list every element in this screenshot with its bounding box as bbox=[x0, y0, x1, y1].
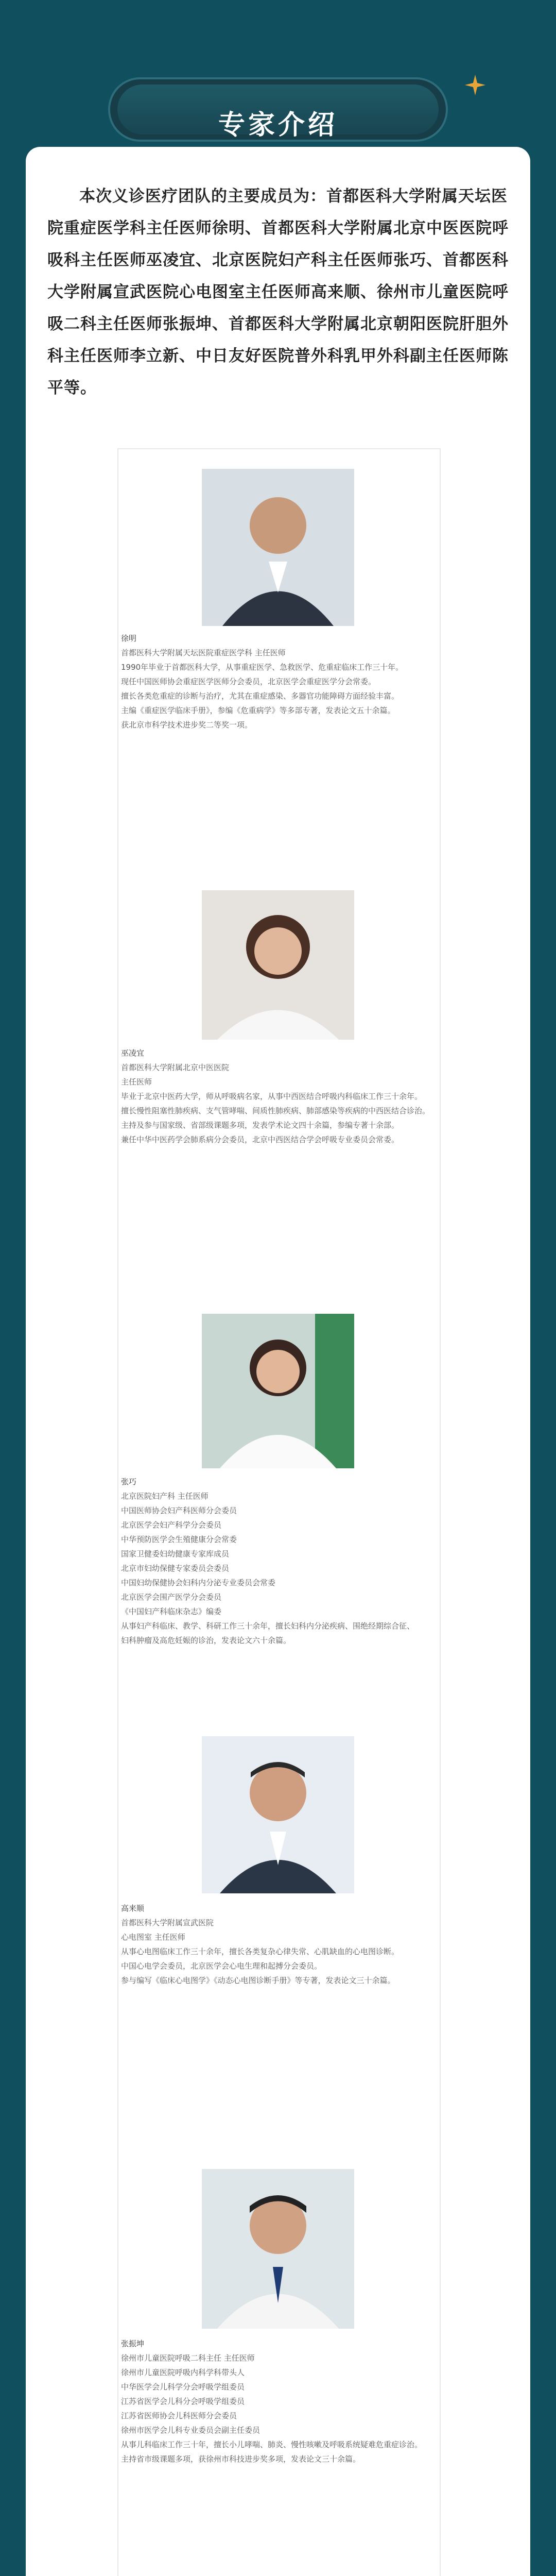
doctor-name: 张巧 bbox=[121, 1477, 137, 1486]
doctor-bio-3: 张巧 北京医院妇产科 主任医师 中国医师协会妇产科医师分会委员 北京医学会妇产科学分会委员 中华预防医学会生殖健康分会常委 国家卫健委妇幼健康专家库成员 北京市妇幼保健专家委员会委员 中国妇幼保健协会妇科内分泌专业委员会常委 北京医学会围产医学分会委员 《中国妇产科临床杂志》编委 从事妇产科临床、教学、科研工作三十余年，擅长妇科内分泌疾病、围绝经期综合征、 妇科肿瘤及高危妊娠的诊治，发表论文六十余篇。 bbox=[121, 1475, 430, 1648]
page-title: 专家介绍 bbox=[218, 110, 338, 141]
doctor-photo-1 bbox=[202, 469, 354, 626]
doctor-name: 巫凌宜 bbox=[121, 1048, 145, 1058]
doctor-photo-5 bbox=[202, 2169, 354, 2329]
doctor-bio-4: 高来顺 首都医科大学附属宣武医院 心电图室 主任医师 从事心电图临床工作三十余年，擅长各类复杂心律失常、心肌缺血的心电图诊断。 中国心电学会委员，北京医学会心电生理和起搏分会委员。 参与编写《临床心电图学》《动态心电图诊断手册》等专著，发表论文三十余篇。 bbox=[121, 1901, 430, 1988]
doctor-name: 徐明 bbox=[121, 634, 137, 643]
header bbox=[0, 0, 556, 170]
doctor-photo-2 bbox=[202, 890, 354, 1040]
sparkle-star-icon bbox=[465, 75, 485, 95]
doctor-bio-5: 张振坤 徐州市儿童医院呼吸二科主任 主任医师 徐州市儿童医院呼吸内科学科带头人 中华医学会儿科学分会呼吸学组委员 江苏省医学会儿科分会呼吸学组委员 江苏省医师协会儿科医师分会委员 徐州市医学会儿科专业委员会副主任委员 从事儿科临床工作三十年，擅长小儿哮喘、肺炎、慢性咳嗽及呼吸系统疑难危重症诊治。 主持省市级课题多项，获徐州市科技进步奖多项，发表论文三十余篇。 bbox=[121, 2336, 430, 2466]
doctor-photo-3 bbox=[202, 1314, 354, 1468]
doctor-photo-4 bbox=[202, 1736, 354, 1893]
intro-paragraph: 本次义诊医疗团队的主要成员为：首都医科大学附属天坛医院重症医学科主任医师徐明、首都医科大学附属北京中医医院呼吸科主任医师巫凌宜、北京医院妇产科主任医师张巧、首都医科大学附属宣武医院心电图室主任医师高来顺、徐州市儿童医院呼吸二科主任医师张振坤、首都医科大学附属北京朝阳医院肝胆外科主任医师李立新、中日友好医院普外科乳甲外科副主任医师陈平等。 bbox=[47, 187, 509, 397]
doctor-bio-2: 巫凌宜 首都医科大学附属北京中医医院 主任医师 毕业于北京中医药大学，师从呼吸病名家，从事中西医结合呼吸内科临床工作三十余年。 擅长慢性阻塞性肺疾病、支气管哮喘、间质性肺疾病、肺部感染等疾病的中西医结合诊治。 主持及参与国家级、省部级课题多项，发表学术论文四十余篇，参编专著十余部。 兼任中华中医药学会肺系病分会委员，北京中西医结合学会呼吸专业委员会常委。 bbox=[121, 1046, 430, 1147]
title-banner bbox=[108, 77, 448, 142]
doctor-name: 张振坤 bbox=[121, 2339, 145, 2348]
doctor-bio-1: 徐明 首都医科大学附属天坛医院重症医学科 主任医师 1990年毕业于首都医科大学，从事重症医学、急救医学、危重症临床工作三十年。 现任中国医师协会重症医学医师分会委员，北京医学会重症医学分会常委。 擅长各类危重症的诊断与治疗，尤其在重症感染、多器官功能障碍方面经验丰富。 主编《重症医学临床手册》，参编《危重病学》等多部专著，发表论文五十余篇。 获北京市科学技术进步奖二等奖一项。 bbox=[121, 631, 430, 732]
doctor-name: 高来顺 bbox=[121, 1904, 145, 1913]
